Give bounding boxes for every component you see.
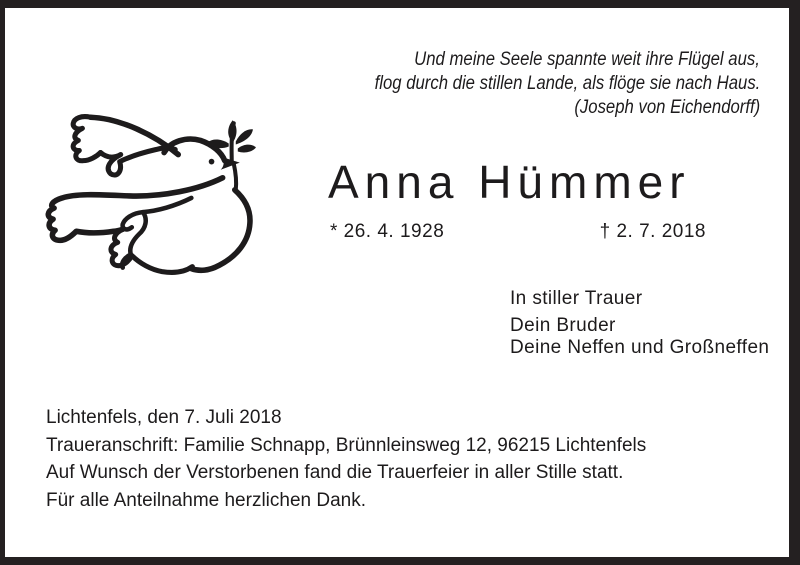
quote-attribution: (Joseph von Eichendorff) bbox=[574, 97, 760, 118]
obituary-card bbox=[5, 8, 789, 557]
life-dates bbox=[330, 222, 706, 241]
quote-line-2: flog durch die stillen Lande, als flöge sie nach Haus. bbox=[374, 73, 760, 94]
death-date: † 2. 7. 2018 bbox=[599, 221, 706, 242]
quote-block bbox=[322, 48, 760, 120]
mourner-nephews: Deine Neffen und Großneffen bbox=[510, 337, 770, 358]
mourner-brother: Dein Bruder bbox=[510, 315, 616, 336]
birth-date: * 26. 4. 1928 bbox=[330, 221, 445, 242]
mourning-block bbox=[510, 288, 769, 358]
deceased-name: Anna Hümmer bbox=[328, 156, 691, 208]
quote-line-1: Und meine Seele spannte weit ihre Flügel aus, bbox=[414, 49, 760, 70]
footer-block bbox=[46, 404, 646, 514]
mourning-intro: In stiller Trauer bbox=[510, 288, 643, 309]
peace-dove-olive-branch-icon bbox=[43, 110, 261, 294]
place-date-line: Lichtenfels, den 7. Juli 2018 bbox=[46, 407, 282, 428]
thanks-line: Für alle Anteilnahme herzlichen Dank. bbox=[46, 489, 367, 511]
funeral-notice-line: Auf Wunsch der Verstorbenen fand die Trauerfeier in aller Stille statt. bbox=[46, 462, 624, 483]
mourning-address-line: Traueranschrift: Familie Schnapp, Brünnleinsweg 12, 96215 Lichtenfels bbox=[46, 434, 647, 456]
